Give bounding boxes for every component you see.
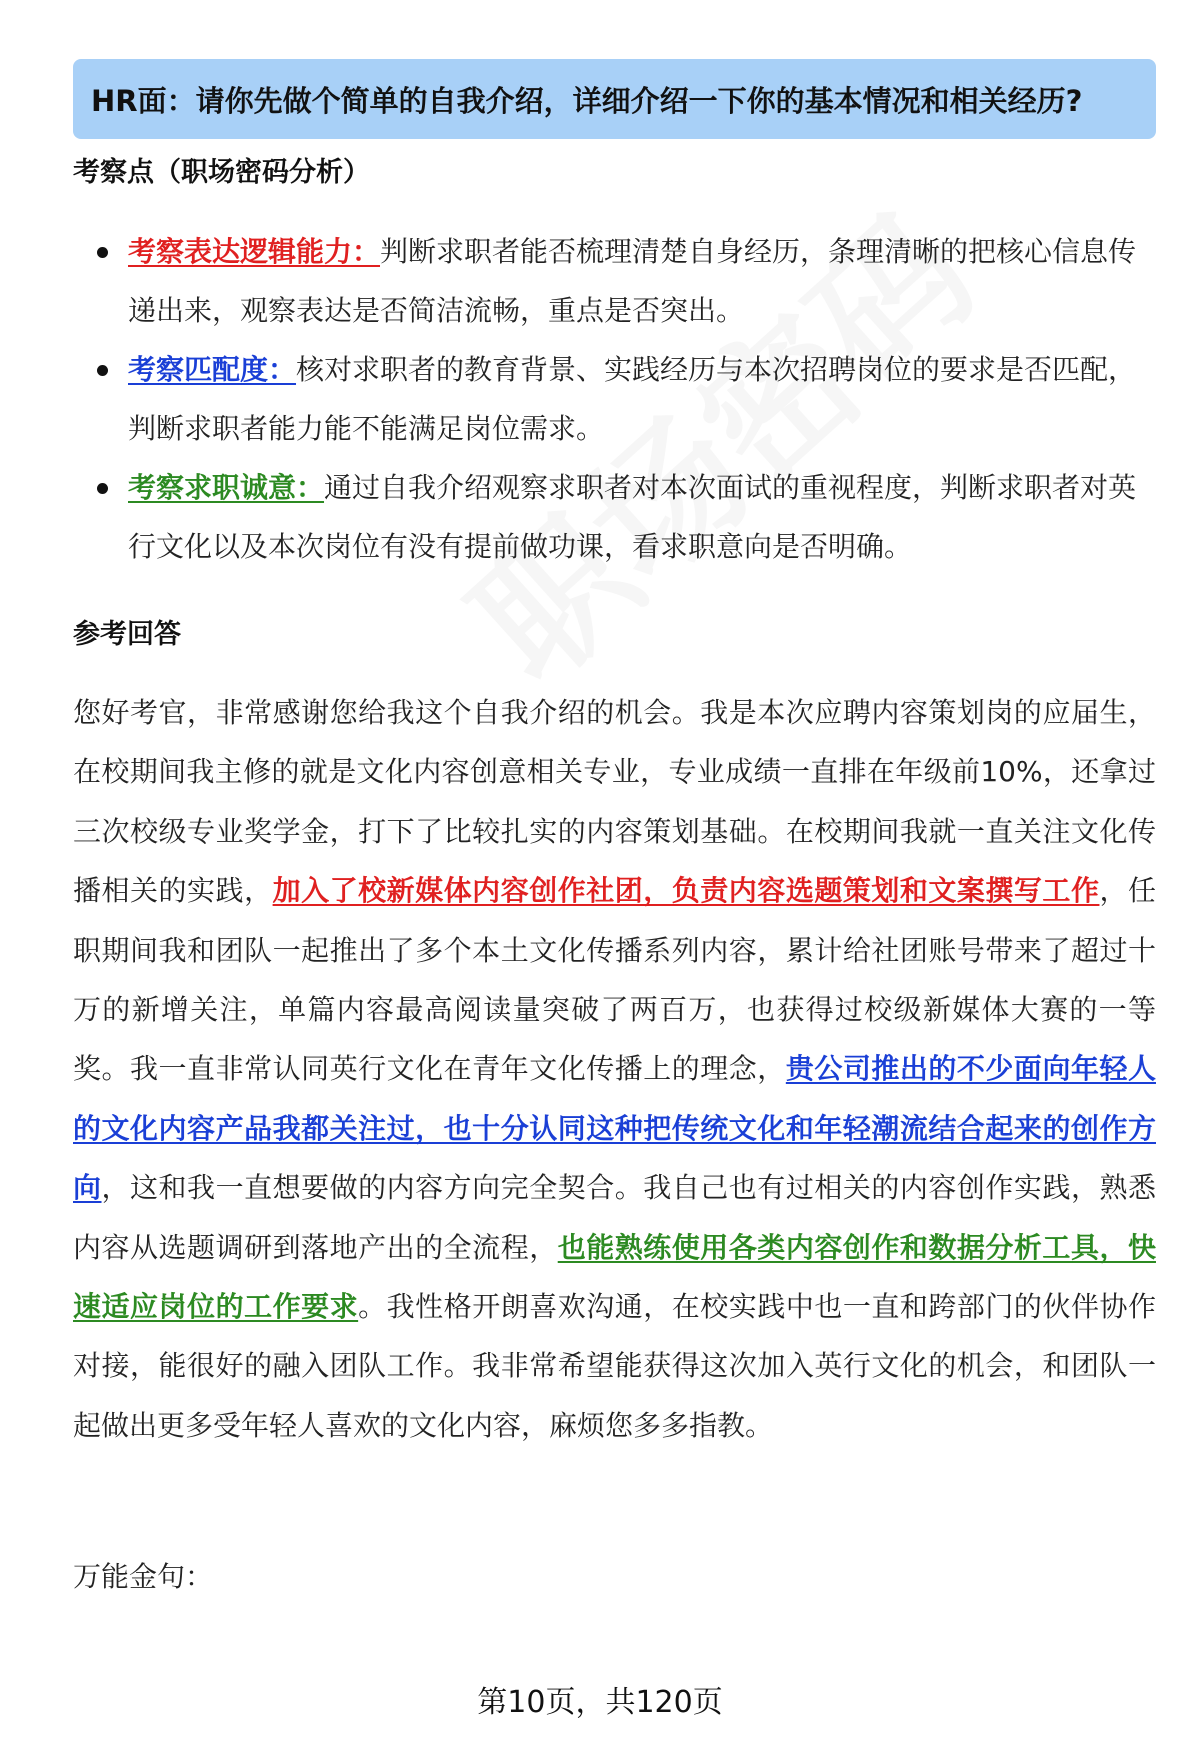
analysis-keyword: 考察求职诚意： (128, 471, 325, 504)
bullet-dot-icon (97, 247, 108, 258)
analysis-text: 通过自我介绍观察求职者对本次面试的重视程度，判断求职者对英行文化以及本次岗位有没有提前做功课，看求职意向是否明确。 (128, 471, 1137, 563)
answer-paragraph (73, 683, 1156, 1455)
answer-highlight-blue: 贵公司推出的不少面向年轻人的文化内容产品我都关注过，也十分认同这种把传统文化和年轻潮流结合起来的创作方向 (73, 1052, 1156, 1205)
bullet-dot-icon (97, 483, 108, 494)
answer-text: 。我性格开朗喜欢沟通，在校实践中也一直和跨部门的伙伴协作对接，能很好的融入团队工作。我非常希望能获得这次加入英行文化的机会，和团队一起做出更多受年轻人喜欢的文化内容，麻烦您多多指教。 (73, 1290, 1156, 1442)
answer-heading: 参考回答 (73, 619, 181, 650)
analysis-keyword: 考察表达逻辑能力： (128, 235, 381, 268)
analysis-item-sincerity (73, 458, 1156, 576)
question-banner (73, 59, 1156, 139)
page-footer: 第10页，共120页 (477, 1685, 723, 1720)
analysis-keyword: 考察匹配度： (128, 353, 297, 386)
bullet-dot-icon (97, 365, 108, 376)
answer-text: ，这和我一直想要做的内容方向完全契合。我自己也有过相关的内容创作实践，熟悉内容从选题调研到落地产出的全流程， (73, 1171, 1156, 1264)
golden-sentence-label: 万能金句： (73, 1560, 214, 1593)
answer-highlight-red: 加入了校新媒体内容创作社团，负责内容选题策划和文案撰写工作 (272, 874, 1100, 908)
answer-text: 您好考官，非常感谢您给我这个自我介绍的机会。我是本次应聘内容策划岗的应届生，在校期间我主修的就是文化内容创意相关专业，专业成绩一直排在年级前10%，还拿过三次校级专业奖学金，打下了比较扎实的内容策划基础。在校期间我就一直关注文化传播相关的实践， (73, 696, 1156, 908)
answer-text: ，任职期间我和团队一起推出了多个本土文化传播系列内容，累计给社团账号带来了超过十万的新增关注，单篇内容最高阅读量突破了两百万，也获得过校级新媒体大赛的一等奖。我一直非常认同英行文化在青年文化传播上的理念， (73, 874, 1156, 1086)
analysis-item-logic (73, 222, 1156, 340)
question-text: HR面：请你先做个简单的自我介绍，详细介绍一下你的基本情况和相关经历? (91, 83, 1083, 118)
answer-highlight-green: 也能熟练使用各类内容创作和数据分析工具，快速适应岗位的工作要求 (73, 1230, 1156, 1324)
analysis-list (73, 222, 1156, 576)
analysis-item-match (73, 340, 1156, 458)
analysis-heading: 考察点（职场密码分析） (73, 157, 370, 188)
analysis-text: 判断求职者能否梳理清楚自身经历，条理清晰的把核心信息传递出来，观察表达是否简洁流畅，重点是否突出。 (128, 235, 1137, 327)
analysis-text: 核对求职者的教育背景、实践经历与本次招聘岗位的要求是否匹配，判断求职者能力能不能满足岗位需求。 (128, 353, 1137, 445)
